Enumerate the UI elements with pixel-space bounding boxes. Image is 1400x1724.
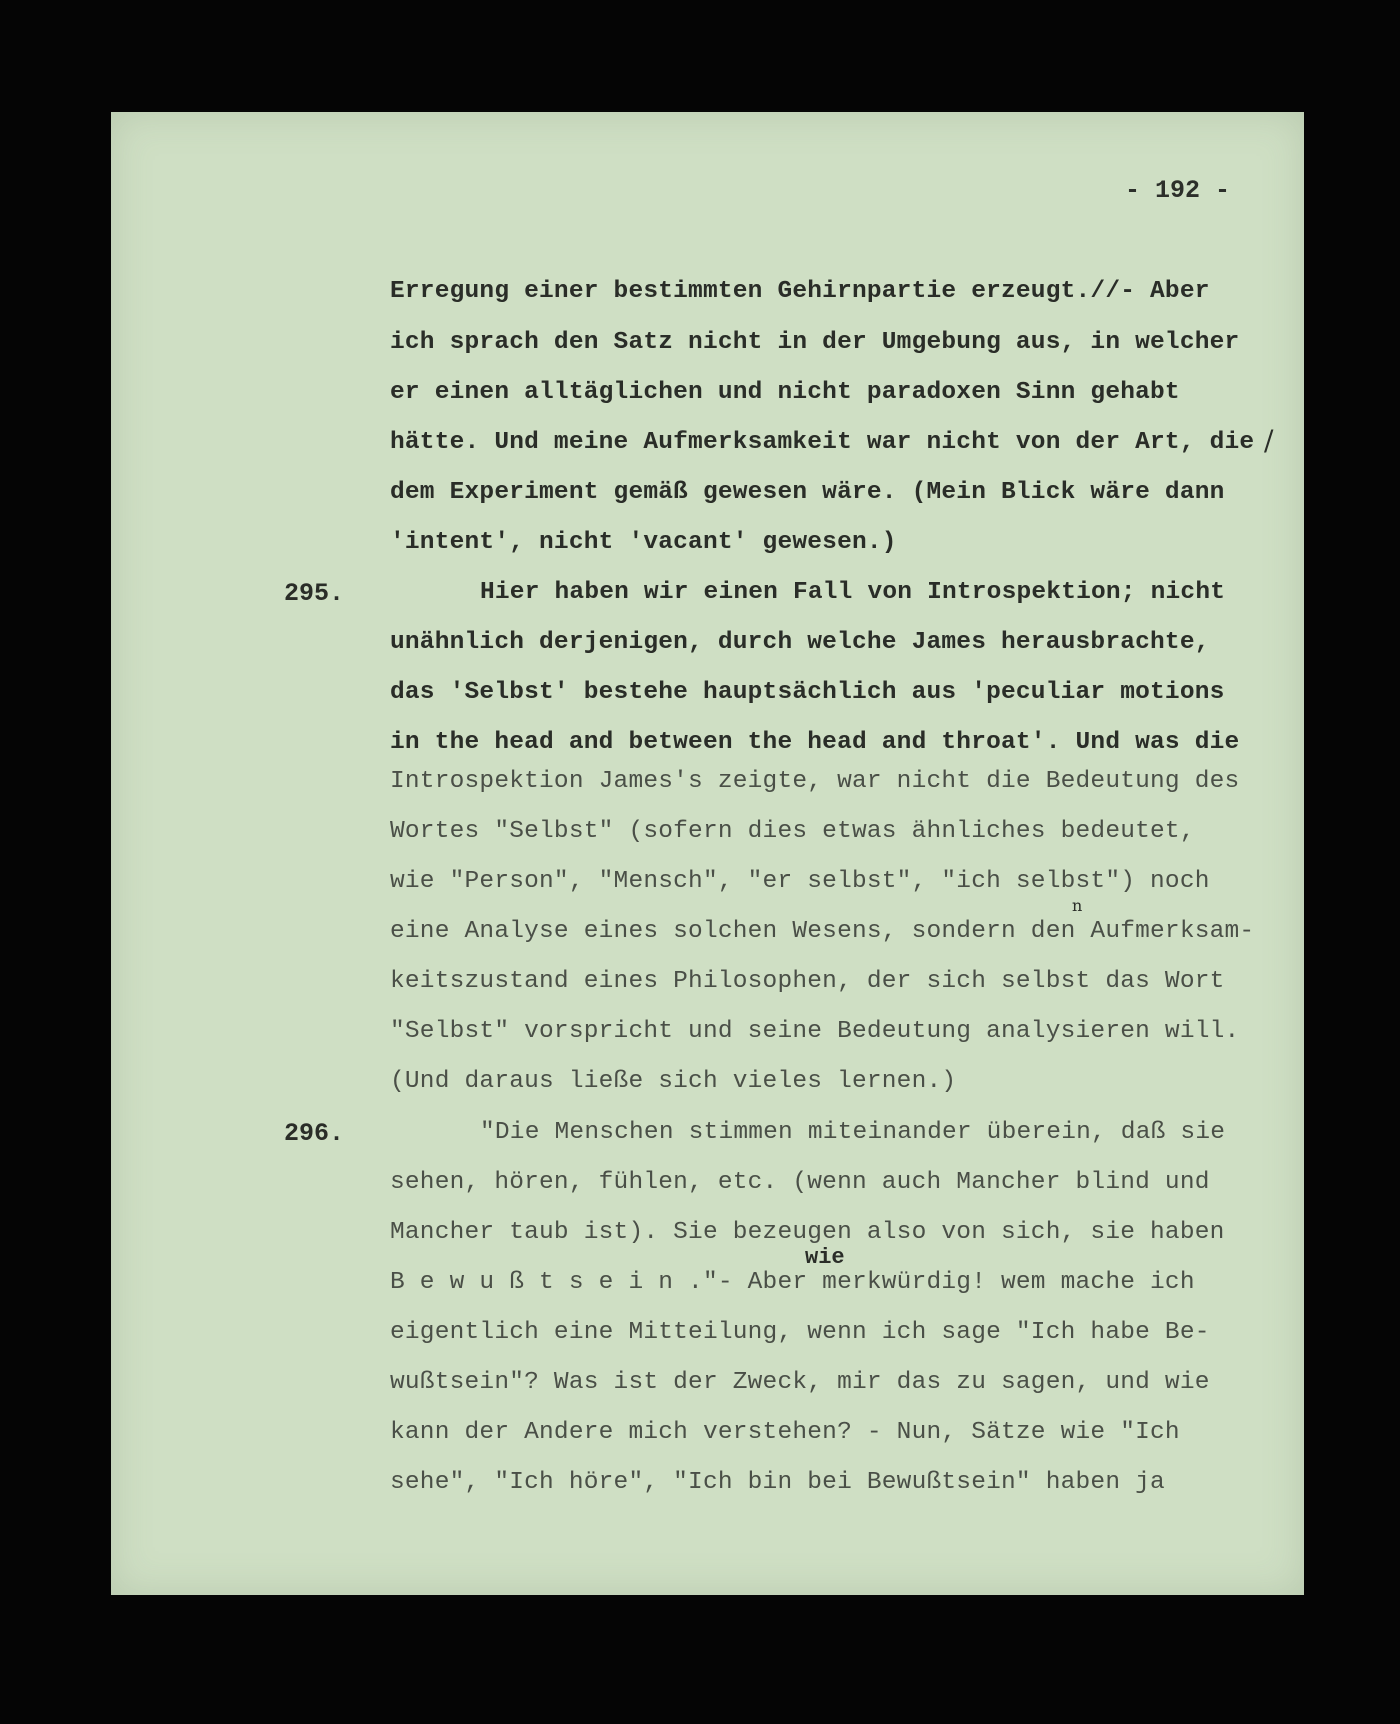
text-line: in the head and between the head and throat'. Und was die xyxy=(390,729,1240,756)
text-line: das 'Selbst' bestehe hauptsächlich aus 'peculiar motions xyxy=(390,679,1225,706)
text-line: Mancher taub ist). Sie bezeugen also von sich, sie haben xyxy=(390,1219,1225,1246)
text-line: Introspektion James's zeigte, war nicht die Bedeutung des xyxy=(390,768,1240,795)
paragraph-number-295: 295. xyxy=(284,579,345,608)
text-line: "Die Menschen stimmen miteinander überein, daß sie xyxy=(480,1119,1226,1146)
text-line: hätte. Und meine Aufmerksamkeit war nicht von der Art, die xyxy=(390,429,1255,456)
handwritten-slash-mark: / xyxy=(1264,424,1274,457)
text-line: er einen alltäglichen und nicht paradoxen Sinn gehabt xyxy=(390,379,1180,406)
text-line: Wortes "Selbst" (sofern dies etwas ähnliches bedeutet, xyxy=(390,818,1195,845)
text-line: keitszustand eines Philosophen, der sich selbst das Wort xyxy=(390,968,1225,995)
text-line: kann der Andere mich verstehen? - Nun, Sätze wie "Ich xyxy=(390,1419,1180,1446)
text-line: 'intent', nicht 'vacant' gewesen.) xyxy=(390,529,897,556)
handwritten-n-mark: n xyxy=(1072,896,1083,915)
text-line: dem Experiment gemäß gewesen wäre. (Mein Blick wäre dann xyxy=(390,479,1225,506)
text-line: sehe", "Ich höre", "Ich bin bei Bewußtsein" haben ja xyxy=(390,1469,1165,1496)
text-line: B e w u ß t s e i n ."- Aber merkwürdig! wem mache ich xyxy=(390,1269,1195,1296)
text-line: wußtsein"? Was ist der Zweck, mir das zu sagen, und wie xyxy=(390,1369,1210,1396)
text-line: "Selbst" vorspricht und seine Bedeutung analysieren will. xyxy=(390,1018,1240,1045)
text-line: wie "Person", "Mensch", "er selbst", "ich selbst") noch xyxy=(390,868,1210,895)
text-line: eigentlich eine Mitteilung, wenn ich sage "Ich habe Be- xyxy=(390,1319,1210,1346)
text-line: unähnlich derjenigen, durch welche James herausbrachte, xyxy=(390,629,1210,656)
text-line: Erregung einer bestimmten Gehirnpartie erzeugt.//- Aber xyxy=(390,278,1210,305)
text-line: eine Analyse eines solchen Wesens, sondern den Aufmerksam- xyxy=(390,918,1255,945)
text-line: sehen, hören, fühlen, etc. (wenn auch Mancher blind und xyxy=(390,1169,1210,1196)
text-line: Hier haben wir einen Fall von Introspektion; nicht xyxy=(480,579,1226,606)
paragraph-number-296: 296. xyxy=(284,1119,345,1148)
page-number: - 192 - xyxy=(1125,176,1231,205)
text-line: ich sprach den Satz nicht in der Umgebung aus, in welcher xyxy=(390,329,1240,356)
text-line: (Und daraus ließe sich vieles lernen.) xyxy=(390,1068,957,1095)
typed-insertion-wie: wie xyxy=(805,1245,845,1270)
